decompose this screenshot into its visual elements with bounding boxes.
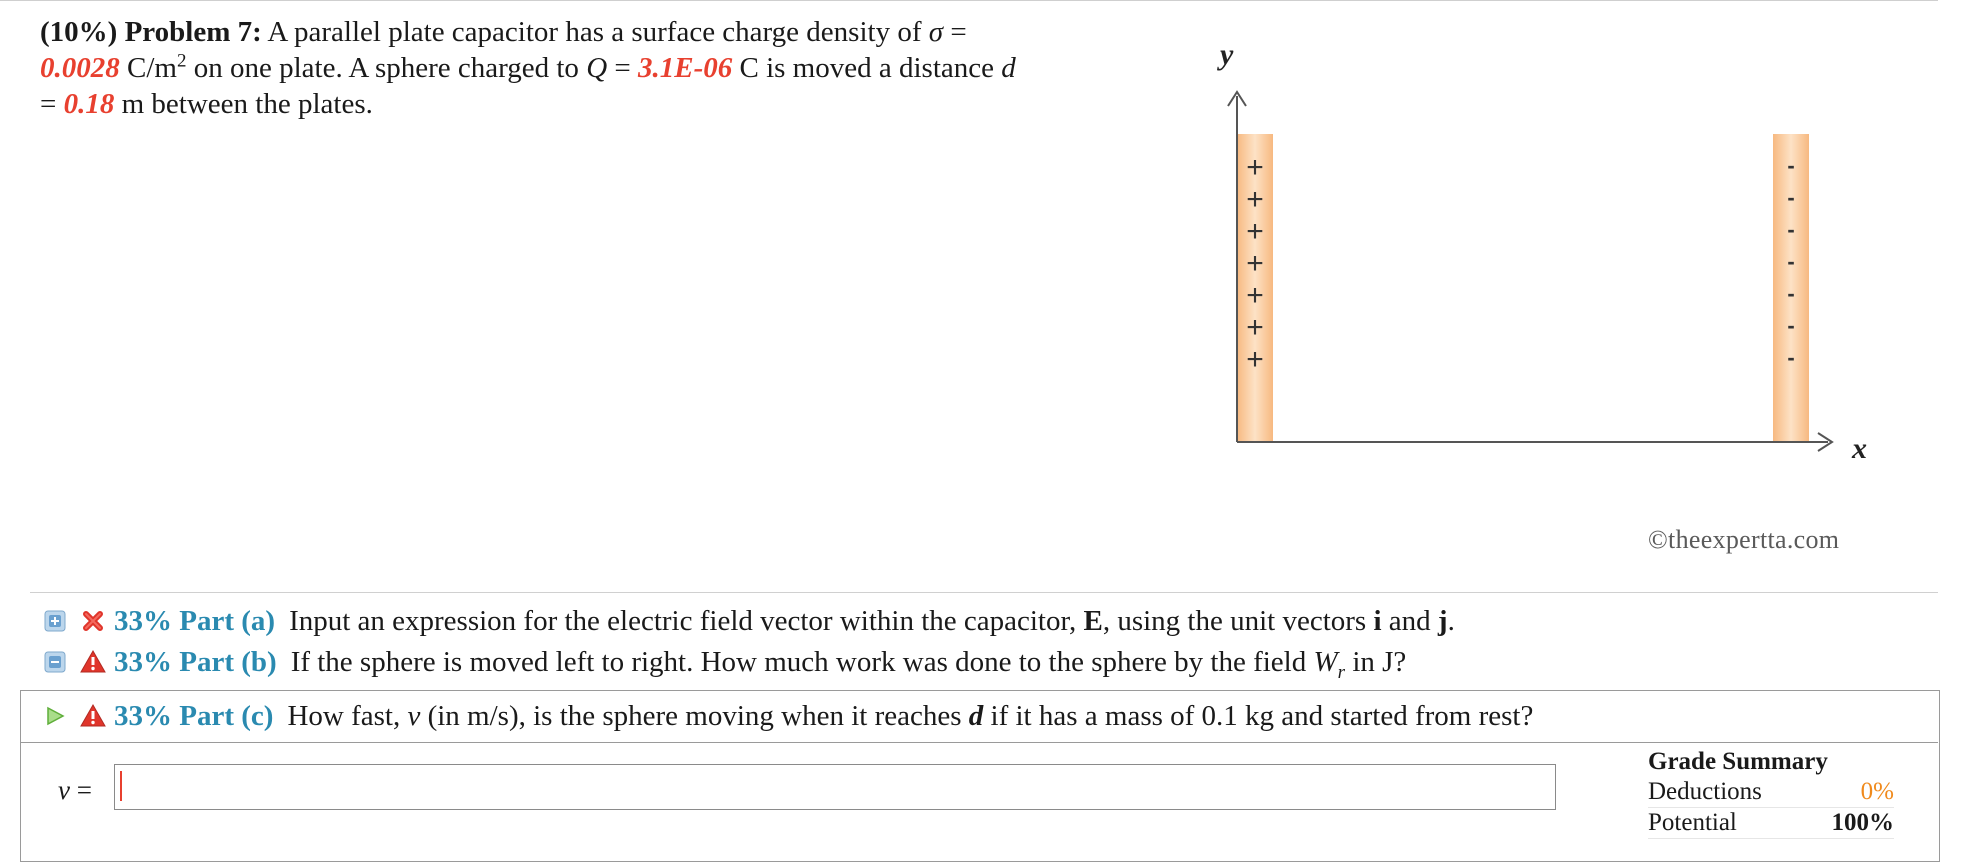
play-triangle-icon[interactable] <box>44 705 66 727</box>
sigma-value: 0.0028 <box>40 52 120 84</box>
problem-text-1: A parallel plate capacitor has a surface charge density of <box>261 16 929 48</box>
part-c-text: How fast, v (in m/s), is the sphere moving when it reaches d if it has a mass of 0.1 kg and started from rest? <box>287 700 1534 732</box>
part-c-label[interactable]: 33% Part (c) <box>114 700 274 732</box>
answer-label: v = <box>58 775 92 805</box>
capacitor-diagram <box>1200 30 1960 570</box>
red-x-icon <box>80 608 106 634</box>
sigma-eq: = <box>943 16 967 48</box>
plus-sign: + <box>1246 151 1264 184</box>
q-value: 3.1E-06 <box>638 52 733 84</box>
plus-sign: + <box>1246 311 1264 344</box>
minus-sign: - <box>1787 185 1795 210</box>
positive-charges <box>1246 151 1264 376</box>
problem-percent: (10%) <box>40 16 118 48</box>
figure-credit: ©theexpertta.com <box>1648 525 1840 554</box>
plus-sign: + <box>1246 343 1264 376</box>
top-border <box>0 0 1938 1</box>
problem-title: Problem 7: <box>124 16 262 48</box>
q-symbol: Q <box>586 52 608 84</box>
part-c-row[interactable] <box>44 698 1533 734</box>
deductions-label: Deductions <box>1648 778 1762 805</box>
collapse-minus-icon[interactable] <box>44 651 66 673</box>
d-eq: = <box>40 88 64 120</box>
potential-value: 100% <box>1831 809 1894 836</box>
grade-summary <box>1648 747 1894 839</box>
plus-sign: + <box>1246 247 1264 280</box>
sigma-symbol: σ <box>928 16 944 48</box>
sigma-unit: C/m <box>119 52 177 84</box>
problem-text-4: m between the plates. <box>114 88 373 120</box>
d-symbol: d <box>1001 52 1016 84</box>
part-c-header-separator <box>20 742 1938 743</box>
problem-text-2: on one plate. A sphere charged to <box>186 52 587 84</box>
sigma-unit-exp: 2 <box>176 50 187 72</box>
answer-input[interactable] <box>114 764 1556 810</box>
deductions-value: 0% <box>1860 778 1894 805</box>
problem-statement <box>40 14 1140 122</box>
grade-summary-title: Grade Summary <box>1648 748 1828 775</box>
minus-sign: - <box>1787 345 1795 370</box>
section-divider <box>30 592 1938 593</box>
text-cursor <box>120 771 122 801</box>
minus-sign: - <box>1787 281 1795 306</box>
part-a-text: Input an expression for the electric field vector within the capacitor, E, using the unit vectors i and j. <box>289 605 1455 637</box>
warning-triangle-icon <box>80 703 106 729</box>
part-b-label[interactable]: 33% Part (b) <box>114 646 277 678</box>
grade-potential-row <box>1648 808 1894 839</box>
part-b-text: If the sphere is moved left to right. How much work was done to the sphere by the field $W_r$ in J? <box>290 646 1407 683</box>
q-eq: = <box>607 52 638 84</box>
part-a-label[interactable]: 33% Part (a) <box>114 605 276 637</box>
d-value: 0.18 <box>63 88 115 120</box>
minus-sign: - <box>1787 217 1795 242</box>
x-axis-label: x <box>1852 432 1867 465</box>
negative-charges <box>1787 153 1794 370</box>
potential-label: Potential <box>1648 809 1737 836</box>
grade-deductions-row <box>1648 777 1894 808</box>
minus-sign: - <box>1787 249 1795 274</box>
plus-sign: + <box>1246 279 1264 312</box>
warning-triangle-icon <box>80 649 106 675</box>
minus-sign: - <box>1787 153 1795 178</box>
problem-text-3: C is moved a distance <box>732 52 1002 84</box>
plus-sign: + <box>1246 183 1264 216</box>
minus-sign: - <box>1787 313 1795 338</box>
part-b-row[interactable] <box>44 644 1407 683</box>
expand-plus-icon[interactable] <box>44 610 66 632</box>
plus-sign: + <box>1246 215 1264 248</box>
y-axis-label: y <box>1220 38 1234 71</box>
part-a-row[interactable] <box>44 603 1455 639</box>
